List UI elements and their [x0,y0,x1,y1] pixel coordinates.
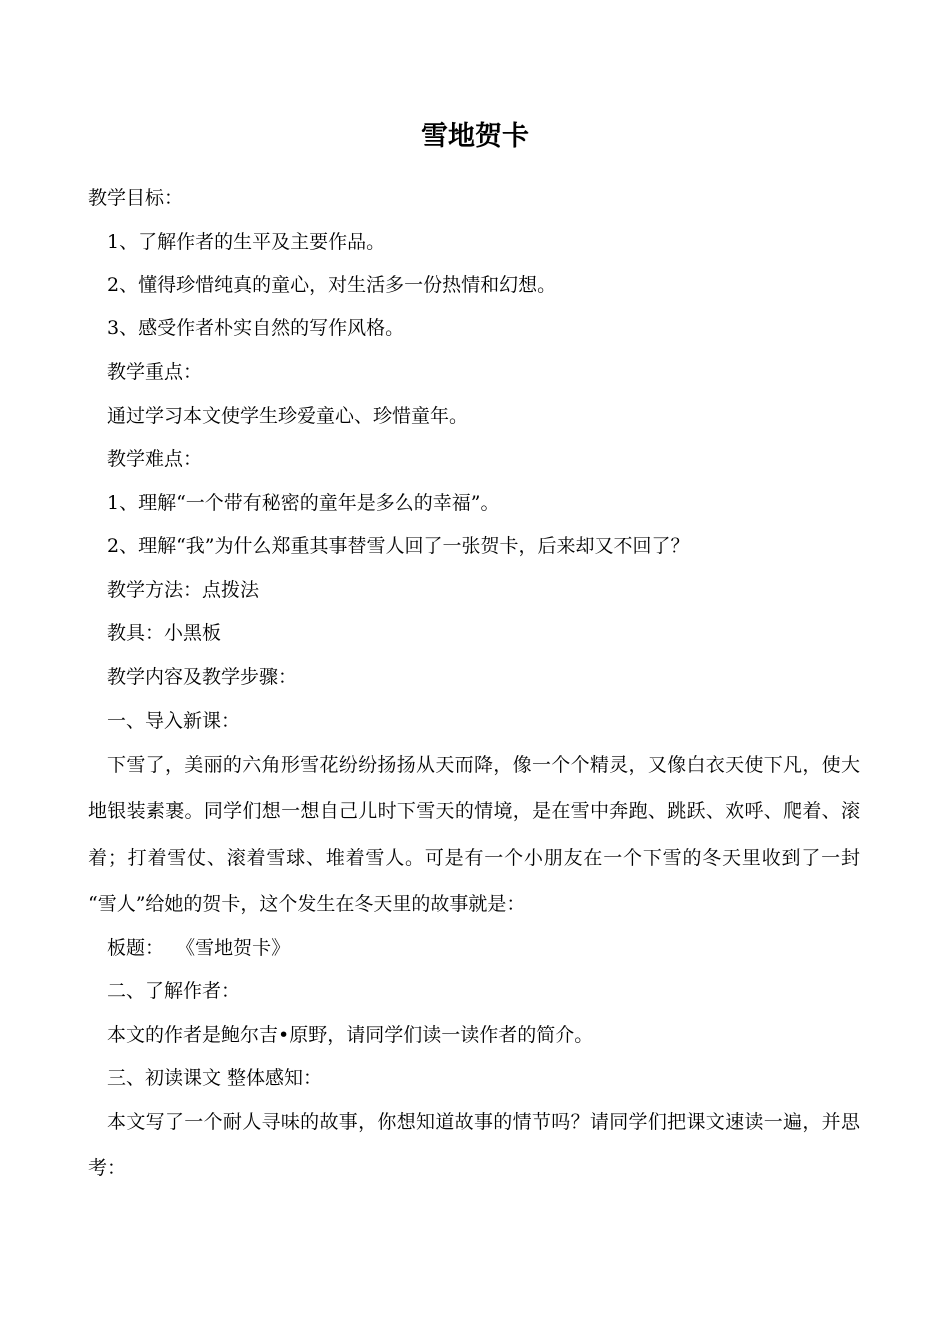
paragraph-line: 板题： 《雪地贺卡》 [107,937,291,959]
section-heading-steps: 教学内容及教学步骤： [107,666,298,688]
objective-item: 2、懂得珍惜纯真的童心，对生活多一份热情和幻想。 [107,274,557,296]
paragraph-line: 通过学习本文使学生珍爱童心、珍惜童年。 [107,405,469,427]
difficulty-item: 2、理解“我”为什么郑重其事替雪人回了一张贺卡，后来却又不回了？ [107,535,690,557]
difficulty-item: 1、理解“一个带有秘密的童年是多么的幸福”。 [107,492,500,514]
paragraph-line: 着；打着雪仗、滚着雪球、堆着雪人。可是有一个小朋友在一个下雪的冬天里收到了一封 [88,847,860,869]
section-heading-key-points: 教学重点： [107,361,203,383]
objective-item: 1、了解作者的生平及主要作品。 [107,231,386,253]
section-heading-objectives: 教学目标： [88,187,184,209]
paragraph-line: 考： [88,1157,127,1179]
paragraph-line: 地银装素裹。同学们想一想自己儿时下雪天的情境，是在雪中奔跑、跳跃、欢呼、爬着、滚 [88,800,860,822]
paragraph-line: 教学方法：点拨法 [107,579,260,601]
section-heading-intro: 一、导入新课： [107,710,241,732]
paragraph-line: 本文写了一个耐人寻味的故事，你想知道故事的情节吗？请同学们把课文速读一遍，并思 [107,1111,860,1133]
objective-item: 3、感受作者朴实自然的写作风格。 [107,317,405,339]
section-heading-difficulties: 教学难点： [107,448,203,470]
paragraph-line: 教具：小黑板 [107,622,222,644]
paragraph-line: 本文的作者是鲍尔吉•原野，请同学们读一读作者的简介。 [107,1024,594,1046]
document-title: 雪地贺卡 [421,121,529,152]
section-heading-author: 二、了解作者： [107,980,241,1002]
paragraph-line: 下雪了，美丽的六角形雪花纷纷扬扬从天而降，像一个个精灵，又像白衣天使下凡，使大 [107,754,860,776]
section-heading-first-reading: 三、初读课文 整体感知： [107,1067,323,1089]
paragraph-line: “雪人”给她的贺卡，这个发生在冬天里的故事就是： [88,893,526,915]
